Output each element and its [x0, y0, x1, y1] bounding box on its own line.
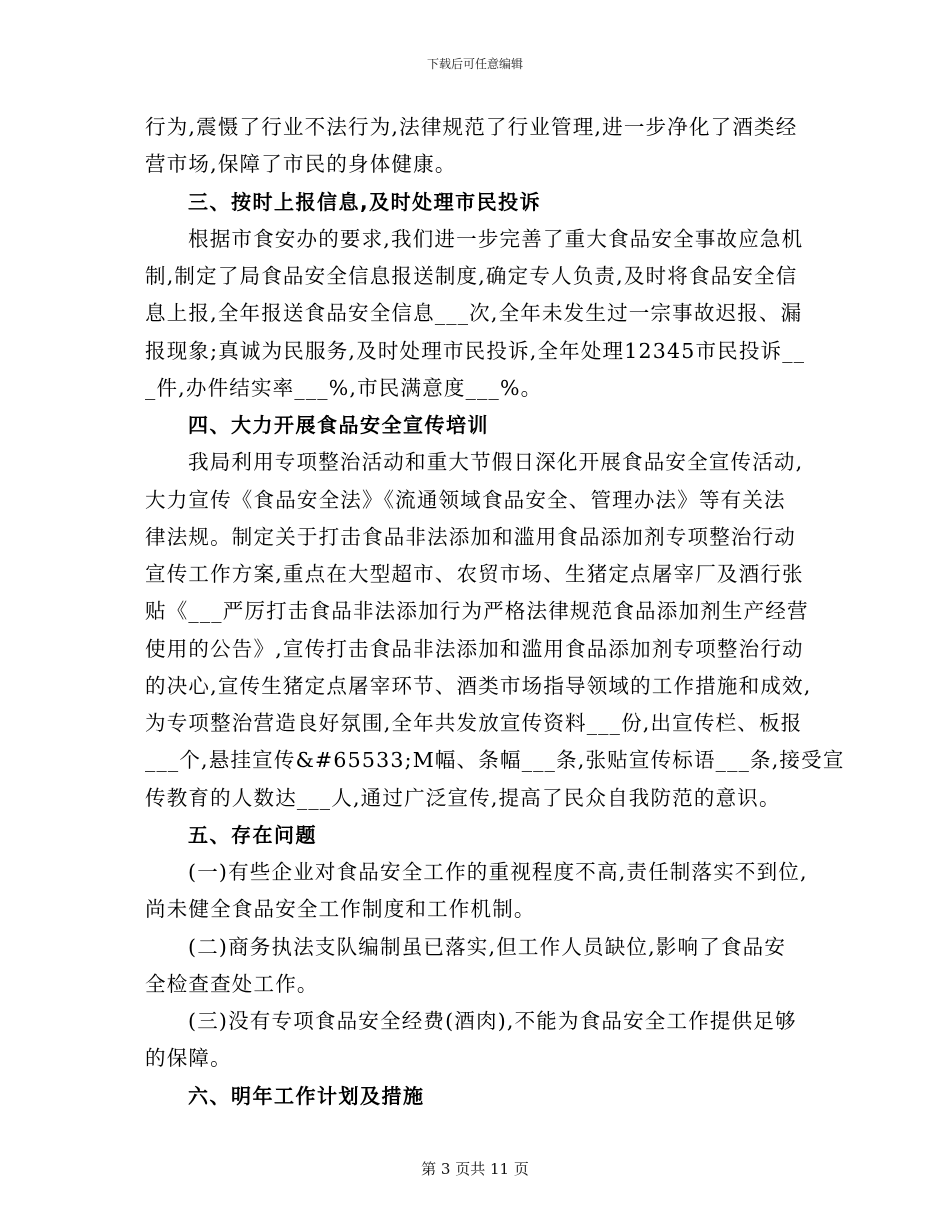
- paragraph-line: 传教育的人数达___人,通过广泛宣传,提高了民众自我防范的意识。: [145, 786, 781, 810]
- paragraph-line: 的决心,宣传生猪定点屠宰环节、酒类市场指导领域的工作措施和成效,: [145, 674, 812, 698]
- paragraph-line: (二)商务执法支队编制虽已落实,但工作人员缺位,影响了食品安: [188, 935, 787, 959]
- section-heading-5: 五、存在问题: [188, 823, 317, 847]
- section-heading-6: 六、明年工作计划及措施: [188, 1084, 425, 1108]
- paragraph-line: 制,制定了局食品安全信息报送制度,确定专人负责,及时将食品安全信: [145, 264, 798, 288]
- paragraph-line: 律法规。制定关于打击食品非法添加和滥用食品添加剂专项整治行动: [145, 525, 796, 549]
- paragraph-line: (一)有些企业对食品安全工作的重视程度不高,责任制落实不到位,: [188, 860, 808, 884]
- paragraph-line: 大力宣传《食品安全法》《流通领域食品安全、管理办法》等有关法: [145, 488, 786, 512]
- section-heading-4: 四、大力开展食品安全宣传培训: [188, 413, 489, 437]
- paragraph-line: 尚未健全食品安全工作制度和工作机制。: [145, 897, 536, 921]
- paragraph-line: 使用的公告》,宣传打击食品非法添加和滥用食品添加剂专项整治行动: [145, 637, 804, 661]
- paragraph-line: 我局利用专项整治活动和重大节假日深化开展食品安全宣传活动,: [188, 450, 804, 474]
- paragraph-line: 宣传工作方案,重点在大型超市、农贸市场、生猪定点屠宰厂及酒行张: [145, 562, 804, 586]
- paragraph-line: 根据市食安办的要求,我们进一步完善了重大食品安全事故应急机: [188, 227, 804, 251]
- paragraph-line: 报现象;真诚为民服务,及时处理市民投诉,全年处理12345市民投诉__: [145, 339, 806, 363]
- paragraph-line: 全检查查处工作。: [145, 972, 319, 996]
- page-header: 下载后可任意编辑: [426, 57, 523, 71]
- paragraph-line: 行为,震慑了行业不法行为,法律规范了行业管理,进一步净化了酒类经: [145, 115, 798, 139]
- section-heading-3: 三、按时上报信息,及时处理市民投诉: [188, 190, 542, 214]
- paragraph-line: _件,办件结实率___%,市民满意度___%。: [145, 376, 543, 400]
- paragraph-line: (三)没有专项食品安全经费(酒肉),不能为食品安全工作提供足够: [188, 1009, 797, 1033]
- paragraph-line: 为专项整治营造良好氛围,全年共发放宣传资料___份,出宣传栏、板报: [145, 711, 803, 735]
- page-number: 第 3 页共 11 页: [421, 1160, 529, 1178]
- paragraph-line: 息上报,全年报送食品安全信息___次,全年未发生过一宗事故迟报、漏: [145, 301, 803, 325]
- paragraph-line: 营市场,保障了市民的身体健康。: [145, 152, 457, 176]
- paragraph-line: 的保障。: [145, 1046, 232, 1070]
- paragraph-line: 贴《___严厉打击食品非法添加行为严格法律规范食品添加剂生产经营: [145, 599, 809, 623]
- paragraph-line: ___个,悬挂宣传&#65533;M幅、条幅___条,张贴宣传标语___条,接受宣: [145, 748, 845, 772]
